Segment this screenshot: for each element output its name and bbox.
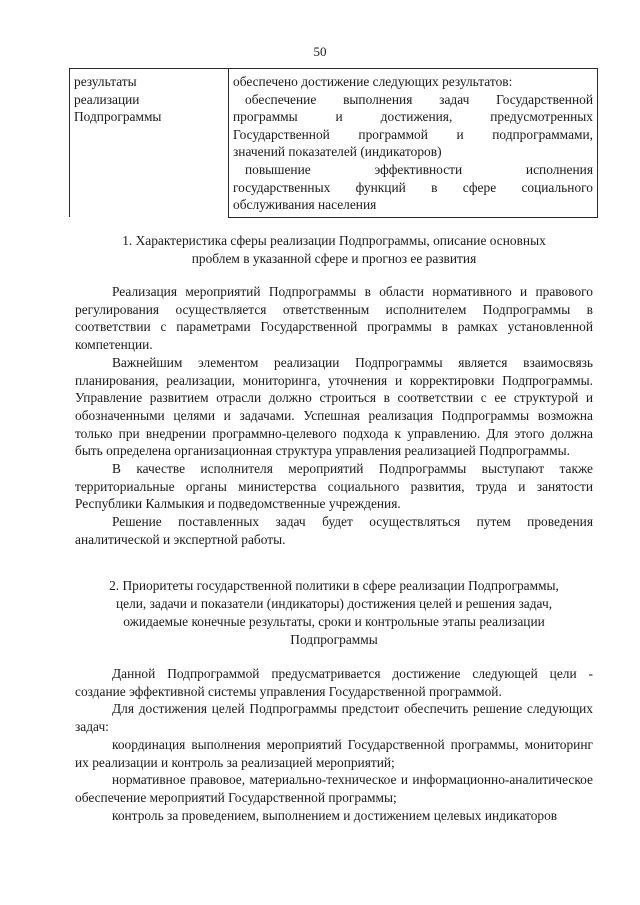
heading-line: цели, задачи и показатели (индикаторы) достижения целей и решения задач, [115, 596, 553, 611]
paragraph: контроль за проведением, выполнением и достижением целевых индикаторов [112, 807, 558, 823]
results-content-line: программы и достижения, предусмотренных [233, 109, 593, 125]
paragraph: Решение поставленных задач будет осуществляться путем проведения аналитической и экспертной работы. [75, 514, 593, 547]
paragraph: В качестве исполнителя мероприятий Подпрограммы выступают также территориальные органы министерства социального развития, труда и занятости Республики Калмыкия и подведомственные учреждения. [75, 461, 593, 512]
page-number: 50 [313, 44, 327, 59]
results-content-cell [229, 69, 598, 218]
section-1-heading [75, 232, 593, 268]
section-2-body [75, 665, 593, 824]
paragraph: нормативное правовое, материально-техническое и информационно-аналитическое обеспечение мероприятий Государственной программы; [75, 772, 593, 805]
paragraph: Для достижения целей Подпрограммы предстоит обеспечить решение следующих задач: [75, 701, 593, 735]
results-content-line: обеспечение выполнения задач Государственной [245, 91, 593, 107]
results-content-line: государственных функций в сфере социального [233, 179, 593, 195]
results-label-line: Подпрограммы [74, 109, 162, 125]
results-content-line: повышение эффективности исполнения [245, 161, 593, 177]
heading-line: Подпрограммы [290, 632, 378, 647]
heading-line: проблем в указанной сфере и прогноз ее развития [191, 251, 477, 266]
results-label-line: реализации [74, 91, 140, 107]
paragraph: Реализация мероприятий Подпрограммы в области нормативного и правового регулирования осуществляется ответственным исполнителем Подпрограммы в соответствии с параметрами Государственной программы в рамках установленной компетенции. [75, 284, 593, 353]
heading-line: ожидаемые конечные результаты, сроки и контрольные этапы реализации [123, 614, 545, 629]
heading-line: 2. Приоритеты государственной политики в сфере реализации Подпрограммы, [109, 578, 559, 593]
section-1-body [75, 283, 593, 549]
results-table [69, 68, 598, 218]
results-content-line: значений показателей (индикаторов) [233, 144, 442, 160]
paragraph: Данной Подпрограммой предусматривается достижение следующей цели - создание эффективной системы управления Государственной программой. [75, 666, 593, 699]
paragraph: Важнейшим элементом реализации Подпрограммы является взаимосвязь планирования, реализации, мониторинга, уточнения и корректировки Подпрограммы. Управление развитием отрасли должно строиться в соответствии с ее структурой и обозначенными целями и задачами. Успешная реализация Подпрограммы возможна только при внедрении программно-целевого подхода к управлению. Для этого должна быть определена организационная структура управления реализацией Подпрограммы. [75, 354, 593, 459]
results-content-line: обеспечено достижение следующих результатов: [233, 74, 513, 89]
paragraph: координация выполнения мероприятий Государственной программы, мониторинг их реализации и контроль за реализацией мероприятий; [75, 736, 593, 770]
heading-line: 1. Характеристика сферы реализации Подпрограммы, описание основных [122, 233, 546, 248]
results-content-line: Государственной программой и подпрограммами, [233, 126, 593, 142]
results-content-line: обслуживания населения [233, 197, 377, 213]
section-2-heading [75, 577, 593, 649]
table-row [70, 69, 598, 218]
results-label-cell [70, 69, 229, 218]
results-label-line: результаты [74, 74, 137, 89]
